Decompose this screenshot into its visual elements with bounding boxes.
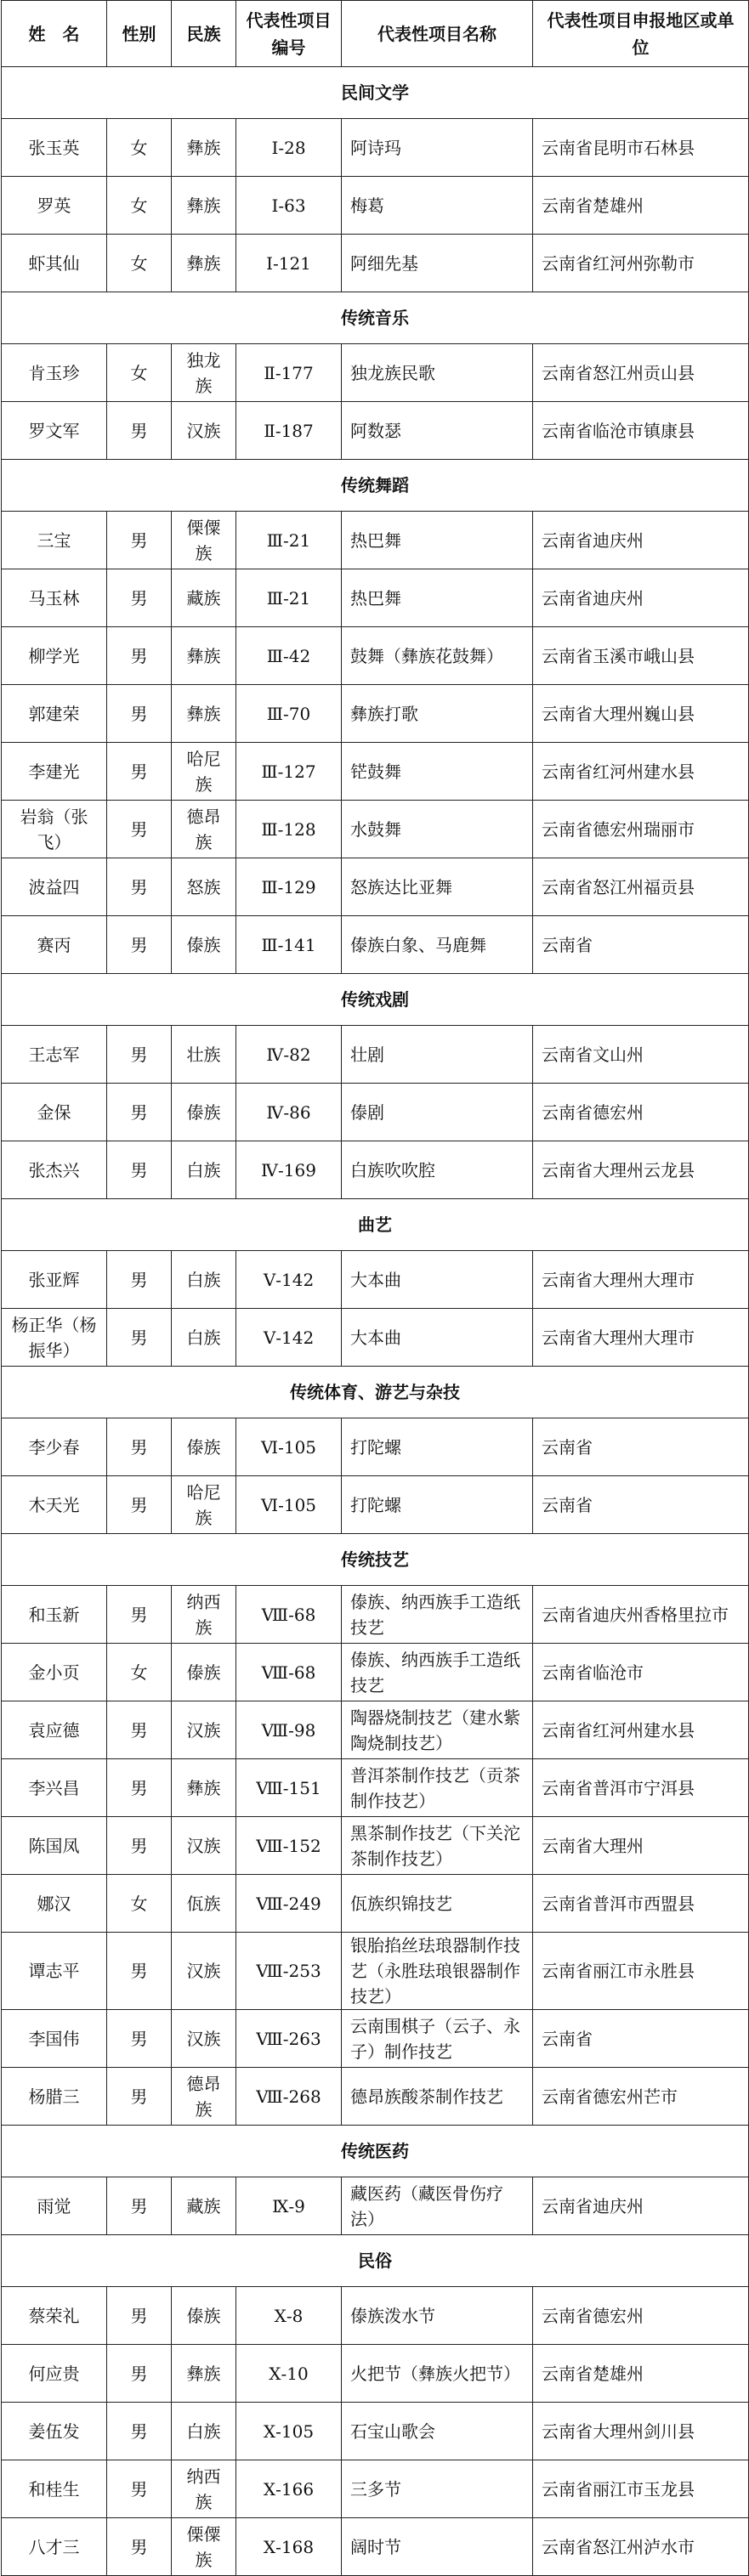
cell-code: Ⅷ-268 xyxy=(236,2068,342,2126)
cell-region: 云南省大理州 xyxy=(533,1817,749,1875)
cell-gender: 女 xyxy=(107,177,172,235)
table-row xyxy=(2,1418,749,1476)
cell-ethnicity: 彝族 xyxy=(172,2345,236,2403)
cell-ethnicity: 傣族 xyxy=(172,1644,236,1701)
table-row xyxy=(2,1084,749,1141)
cell-gender: 男 xyxy=(107,1418,172,1476)
cell-name: 虾其仙 xyxy=(2,235,107,292)
cell-project: 德昂族酸茶制作技艺 xyxy=(342,2068,533,2126)
table-row xyxy=(2,2068,749,2126)
cell-gender: 女 xyxy=(107,344,172,402)
cell-code: Ⅹ-168 xyxy=(236,2518,342,2576)
cell-name: 三宝 xyxy=(2,512,107,569)
cell-name: 李兴昌 xyxy=(2,1759,107,1817)
cell-region: 云南省临沧市 xyxy=(533,1644,749,1701)
cell-gender: 男 xyxy=(107,2177,172,2235)
cell-ethnicity: 纳西族 xyxy=(172,2460,236,2518)
header-row xyxy=(2,1,749,67)
cell-code: Ⅲ-21 xyxy=(236,569,342,627)
cell-name: 雨觉 xyxy=(2,2177,107,2235)
cell-code: Ⅸ-9 xyxy=(236,2177,342,2235)
cell-code: Ⅳ-169 xyxy=(236,1141,342,1199)
cell-gender: 男 xyxy=(107,916,172,974)
cell-ethnicity: 白族 xyxy=(172,1141,236,1199)
cell-project: 白族吹吹腔 xyxy=(342,1141,533,1199)
cell-project: 大本曲 xyxy=(342,1251,533,1309)
cell-ethnicity: 白族 xyxy=(172,1251,236,1309)
cell-gender: 男 xyxy=(107,743,172,801)
cell-ethnicity: 藏族 xyxy=(172,569,236,627)
cell-region: 云南省 xyxy=(533,1418,749,1476)
table-row xyxy=(2,1875,749,1933)
cell-name: 八才三 xyxy=(2,2518,107,2576)
cell-project: 鼓舞（彝族花鼓舞） xyxy=(342,627,533,685)
cell-project: 黑茶制作技艺（下关沱茶制作技艺） xyxy=(342,1817,533,1875)
cell-code: Ⅹ-166 xyxy=(236,2460,342,2518)
cell-name: 李建光 xyxy=(2,743,107,801)
cell-project: 藏医药（藏医骨伤疗法） xyxy=(342,2177,533,2235)
section-title: 民俗 xyxy=(2,2235,749,2287)
table-row xyxy=(2,1701,749,1759)
cell-name: 娜汉 xyxy=(2,1875,107,1933)
cell-ethnicity: 傣族 xyxy=(172,1084,236,1141)
section-header-row xyxy=(2,460,749,512)
section-header-row xyxy=(2,67,749,119)
cell-gender: 男 xyxy=(107,1817,172,1875)
cell-code: Ⅷ-151 xyxy=(236,1759,342,1817)
cell-project: 银胎掐丝珐琅器制作技艺（永胜珐琅银器制作技艺） xyxy=(342,1933,533,2010)
table-body xyxy=(2,67,749,2576)
table-row xyxy=(2,801,749,858)
table-row xyxy=(2,402,749,460)
cell-ethnicity: 彝族 xyxy=(172,177,236,235)
cell-ethnicity: 壮族 xyxy=(172,1026,236,1084)
section-header-row xyxy=(2,2235,749,2287)
section-title: 传统戏剧 xyxy=(2,974,749,1026)
table-row xyxy=(2,344,749,402)
cell-code: Ⅷ-152 xyxy=(236,1817,342,1875)
table-row xyxy=(2,685,749,743)
cell-name: 张杰兴 xyxy=(2,1141,107,1199)
header-gender: 性别 xyxy=(107,1,172,67)
cell-name: 杨腊三 xyxy=(2,2068,107,2126)
cell-region: 云南省普洱市宁洱县 xyxy=(533,1759,749,1817)
cell-ethnicity: 德昂族 xyxy=(172,2068,236,2126)
cell-gender: 男 xyxy=(107,2287,172,2345)
cell-ethnicity: 白族 xyxy=(172,2403,236,2460)
header-region: 代表性项目申报地区或单位 xyxy=(533,1,749,67)
cell-region: 云南省楚雄州 xyxy=(533,2345,749,2403)
cell-code: Ⅷ-253 xyxy=(236,1933,342,2010)
cell-code: Ⅲ-42 xyxy=(236,627,342,685)
cell-code: Ⅲ-141 xyxy=(236,916,342,974)
cell-project: 傣族、纳西族手工造纸技艺 xyxy=(342,1644,533,1701)
section-header-row xyxy=(2,292,749,344)
cell-project: 阿数瑟 xyxy=(342,402,533,460)
cell-ethnicity: 彝族 xyxy=(172,119,236,177)
cell-region: 云南省玉溪市峨山县 xyxy=(533,627,749,685)
cell-gender: 男 xyxy=(107,1084,172,1141)
table-row xyxy=(2,916,749,974)
table-row xyxy=(2,627,749,685)
cell-ethnicity: 彝族 xyxy=(172,685,236,743)
cell-name: 何应贵 xyxy=(2,2345,107,2403)
cell-region: 云南省迪庆州香格里拉市 xyxy=(533,1586,749,1644)
cell-gender: 男 xyxy=(107,858,172,916)
cell-project: 怒族达比亚舞 xyxy=(342,858,533,916)
cell-code: Ⅴ-142 xyxy=(236,1309,342,1367)
cell-region: 云南省红河州建水县 xyxy=(533,1701,749,1759)
cell-ethnicity: 独龙族 xyxy=(172,344,236,402)
cell-project: 热巴舞 xyxy=(342,569,533,627)
cell-code: Ⅵ-105 xyxy=(236,1476,342,1534)
cell-name: 木天光 xyxy=(2,1476,107,1534)
cell-region: 云南省大理州剑川县 xyxy=(533,2403,749,2460)
cell-ethnicity: 怒族 xyxy=(172,858,236,916)
table-row xyxy=(2,1141,749,1199)
cell-ethnicity: 傣族 xyxy=(172,1418,236,1476)
cell-project: 热巴舞 xyxy=(342,512,533,569)
table-row xyxy=(2,858,749,916)
cell-gender: 男 xyxy=(107,801,172,858)
section-title: 传统技艺 xyxy=(2,1534,749,1586)
cell-code: Ⅳ-82 xyxy=(236,1026,342,1084)
cell-region: 云南省怒江州贡山县 xyxy=(533,344,749,402)
cell-name: 蔡荣礼 xyxy=(2,2287,107,2345)
cell-region: 云南省大理州大理市 xyxy=(533,1309,749,1367)
cell-project: 打陀螺 xyxy=(342,1418,533,1476)
table-row xyxy=(2,2518,749,2576)
cell-name: 马玉林 xyxy=(2,569,107,627)
cell-project: 普洱茶制作技艺（贡茶制作技艺） xyxy=(342,1759,533,1817)
cell-gender: 女 xyxy=(107,1644,172,1701)
cell-gender: 男 xyxy=(107,1701,172,1759)
cell-gender: 男 xyxy=(107,1759,172,1817)
table-row xyxy=(2,1309,749,1367)
cell-gender: 男 xyxy=(107,569,172,627)
table-row xyxy=(2,1251,749,1309)
cell-ethnicity: 佤族 xyxy=(172,1875,236,1933)
cell-ethnicity: 德昂族 xyxy=(172,801,236,858)
cell-code: Ⅹ-8 xyxy=(236,2287,342,2345)
cell-name: 罗文军 xyxy=(2,402,107,460)
cell-region: 云南省德宏州 xyxy=(533,1084,749,1141)
cell-gender: 女 xyxy=(107,235,172,292)
cell-region: 云南省怒江州福贡县 xyxy=(533,858,749,916)
cell-name: 姜伍发 xyxy=(2,2403,107,2460)
cell-code: Ⅴ-142 xyxy=(236,1251,342,1309)
cell-ethnicity: 汉族 xyxy=(172,402,236,460)
header-name: 姓 名 xyxy=(2,1,107,67)
section-title: 传统音乐 xyxy=(2,292,749,344)
cell-gender: 男 xyxy=(107,1141,172,1199)
cell-name: 王志军 xyxy=(2,1026,107,1084)
cell-project: 火把节（彝族火把节） xyxy=(342,2345,533,2403)
cell-ethnicity: 傣族 xyxy=(172,916,236,974)
header-project: 代表性项目名称 xyxy=(342,1,533,67)
table-row xyxy=(2,1586,749,1644)
cell-gender: 男 xyxy=(107,685,172,743)
cell-region: 云南省迪庆州 xyxy=(533,512,749,569)
cell-name: 金小页 xyxy=(2,1644,107,1701)
cell-region: 云南省大理州巍山县 xyxy=(533,685,749,743)
cell-project: 铓鼓舞 xyxy=(342,743,533,801)
table-row xyxy=(2,1759,749,1817)
cell-project: 大本曲 xyxy=(342,1309,533,1367)
cell-project: 梅葛 xyxy=(342,177,533,235)
cell-code: Ⅵ-105 xyxy=(236,1418,342,1476)
cell-ethnicity: 藏族 xyxy=(172,2177,236,2235)
cell-project: 佤族织锦技艺 xyxy=(342,1875,533,1933)
section-header-row xyxy=(2,974,749,1026)
cell-code: Ⅰ-63 xyxy=(236,177,342,235)
cell-gender: 男 xyxy=(107,1251,172,1309)
table-row xyxy=(2,2345,749,2403)
cell-code: Ⅲ-127 xyxy=(236,743,342,801)
cell-code: Ⅷ-68 xyxy=(236,1644,342,1701)
header-ethnicity: 民族 xyxy=(172,1,236,67)
cell-gender: 男 xyxy=(107,1309,172,1367)
table-row xyxy=(2,1817,749,1875)
cell-gender: 男 xyxy=(107,402,172,460)
cell-region: 云南省迪庆州 xyxy=(533,569,749,627)
table-row xyxy=(2,2177,749,2235)
cell-project: 三多节 xyxy=(342,2460,533,2518)
table-row xyxy=(2,569,749,627)
cell-ethnicity: 彝族 xyxy=(172,627,236,685)
cell-project: 石宝山歌会 xyxy=(342,2403,533,2460)
cell-code: Ⅲ-21 xyxy=(236,512,342,569)
cell-region: 云南省文山州 xyxy=(533,1026,749,1084)
cell-region: 云南省楚雄州 xyxy=(533,177,749,235)
cell-region: 云南省大理州云龙县 xyxy=(533,1141,749,1199)
cell-project: 阿诗玛 xyxy=(342,119,533,177)
cell-ethnicity: 汉族 xyxy=(172,2010,236,2068)
cell-gender: 男 xyxy=(107,1476,172,1534)
cell-code: Ⅰ-28 xyxy=(236,119,342,177)
cell-ethnicity: 汉族 xyxy=(172,1933,236,2010)
cell-project: 傣族泼水节 xyxy=(342,2287,533,2345)
cell-region: 云南省 xyxy=(533,2010,749,2068)
cell-project: 傣族、纳西族手工造纸技艺 xyxy=(342,1586,533,1644)
table-row xyxy=(2,1476,749,1534)
table-row xyxy=(2,2287,749,2345)
cell-region: 云南省普洱市西盟县 xyxy=(533,1875,749,1933)
cell-region: 云南省大理州大理市 xyxy=(533,1251,749,1309)
cell-code: Ⅷ-98 xyxy=(236,1701,342,1759)
cell-name: 袁应德 xyxy=(2,1701,107,1759)
cell-region: 云南省丽江市永胜县 xyxy=(533,1933,749,2010)
cell-gender: 男 xyxy=(107,627,172,685)
cell-name: 李少春 xyxy=(2,1418,107,1476)
table-row xyxy=(2,177,749,235)
section-title: 曲艺 xyxy=(2,1199,749,1251)
cell-region: 云南省临沧市镇康县 xyxy=(533,402,749,460)
cell-gender: 男 xyxy=(107,512,172,569)
cell-project: 云南围棋子（云子、永子）制作技艺 xyxy=(342,2010,533,2068)
cell-ethnicity: 汉族 xyxy=(172,1817,236,1875)
cell-project: 独龙族民歌 xyxy=(342,344,533,402)
inheritors-table xyxy=(1,0,749,2576)
cell-gender: 女 xyxy=(107,119,172,177)
cell-region: 云南省德宏州芒市 xyxy=(533,2068,749,2126)
cell-code: Ⅷ-263 xyxy=(236,2010,342,2068)
cell-region: 云南省丽江市玉龙县 xyxy=(533,2460,749,2518)
cell-project: 阿细先基 xyxy=(342,235,533,292)
section-title: 传统体育、游艺与杂技 xyxy=(2,1367,749,1418)
cell-code: Ⅷ-249 xyxy=(236,1875,342,1933)
cell-name: 陈国凤 xyxy=(2,1817,107,1875)
cell-ethnicity: 傈僳族 xyxy=(172,2518,236,2576)
cell-ethnicity: 哈尼族 xyxy=(172,743,236,801)
cell-ethnicity: 傣族 xyxy=(172,2287,236,2345)
cell-code: Ⅹ-10 xyxy=(236,2345,342,2403)
cell-gender: 男 xyxy=(107,1933,172,2010)
cell-region: 云南省德宏州瑞丽市 xyxy=(533,801,749,858)
cell-region: 云南省红河州建水县 xyxy=(533,743,749,801)
cell-region: 云南省 xyxy=(533,1476,749,1534)
cell-name: 杨正华（杨振华） xyxy=(2,1309,107,1367)
cell-project: 阔时节 xyxy=(342,2518,533,2576)
section-header-row xyxy=(2,1367,749,1418)
cell-region: 云南省昆明市石林县 xyxy=(533,119,749,177)
cell-project: 傣族白象、马鹿舞 xyxy=(342,916,533,974)
table-row xyxy=(2,743,749,801)
cell-gender: 男 xyxy=(107,2403,172,2460)
cell-ethnicity: 白族 xyxy=(172,1309,236,1367)
cell-name: 和玉新 xyxy=(2,1586,107,1644)
header-code: 代表性项目编号 xyxy=(236,1,342,67)
cell-gender: 男 xyxy=(107,2345,172,2403)
cell-code: Ⅱ-187 xyxy=(236,402,342,460)
cell-name: 波益四 xyxy=(2,858,107,916)
cell-ethnicity: 彝族 xyxy=(172,1759,236,1817)
cell-gender: 男 xyxy=(107,1586,172,1644)
cell-region: 云南省德宏州 xyxy=(533,2287,749,2345)
table-row xyxy=(2,1933,749,2010)
cell-gender: 男 xyxy=(107,2068,172,2126)
cell-name: 和桂生 xyxy=(2,2460,107,2518)
section-title: 传统医药 xyxy=(2,2126,749,2177)
cell-name: 张玉英 xyxy=(2,119,107,177)
cell-gender: 男 xyxy=(107,1026,172,1084)
cell-region: 云南省红河州弥勒市 xyxy=(533,235,749,292)
section-title: 民间文学 xyxy=(2,67,749,119)
cell-code: Ⅲ-128 xyxy=(236,801,342,858)
cell-code: Ⅷ-68 xyxy=(236,1586,342,1644)
cell-gender: 女 xyxy=(107,1875,172,1933)
section-header-row xyxy=(2,1199,749,1251)
cell-name: 谭志平 xyxy=(2,1933,107,2010)
cell-code: Ⅰ-121 xyxy=(236,235,342,292)
cell-region: 云南省迪庆州 xyxy=(533,2177,749,2235)
table-row xyxy=(2,1644,749,1701)
table-row xyxy=(2,119,749,177)
cell-gender: 男 xyxy=(107,2010,172,2068)
cell-ethnicity: 汉族 xyxy=(172,1701,236,1759)
section-header-row xyxy=(2,1534,749,1586)
table-row xyxy=(2,235,749,292)
cell-name: 肯玉珍 xyxy=(2,344,107,402)
cell-ethnicity: 彝族 xyxy=(172,235,236,292)
cell-region: 云南省怒江州泸水市 xyxy=(533,2518,749,2576)
cell-name: 岩翁（张飞） xyxy=(2,801,107,858)
table-row xyxy=(2,512,749,569)
section-header-row xyxy=(2,2126,749,2177)
cell-name: 柳学光 xyxy=(2,627,107,685)
cell-code: Ⅲ-70 xyxy=(236,685,342,743)
cell-ethnicity: 哈尼族 xyxy=(172,1476,236,1534)
cell-name: 李国伟 xyxy=(2,2010,107,2068)
cell-region: 云南省 xyxy=(533,916,749,974)
cell-code: Ⅳ-86 xyxy=(236,1084,342,1141)
cell-name: 郭建荣 xyxy=(2,685,107,743)
section-title: 传统舞蹈 xyxy=(2,460,749,512)
cell-project: 打陀螺 xyxy=(342,1476,533,1534)
cell-code: Ⅹ-105 xyxy=(236,2403,342,2460)
cell-gender: 男 xyxy=(107,2460,172,2518)
table-row xyxy=(2,1026,749,1084)
cell-project: 陶器烧制技艺（建水紫陶烧制技艺） xyxy=(342,1701,533,1759)
table-row xyxy=(2,2403,749,2460)
cell-name: 罗英 xyxy=(2,177,107,235)
cell-name: 张亚辉 xyxy=(2,1251,107,1309)
cell-name: 金保 xyxy=(2,1084,107,1141)
cell-ethnicity: 傈僳族 xyxy=(172,512,236,569)
cell-project: 水鼓舞 xyxy=(342,801,533,858)
table-row xyxy=(2,2010,749,2068)
cell-project: 傣剧 xyxy=(342,1084,533,1141)
cell-name: 赛丙 xyxy=(2,916,107,974)
cell-gender: 男 xyxy=(107,2518,172,2576)
cell-code: Ⅱ-177 xyxy=(236,344,342,402)
cell-ethnicity: 纳西族 xyxy=(172,1586,236,1644)
cell-project: 壮剧 xyxy=(342,1026,533,1084)
cell-project: 彝族打歌 xyxy=(342,685,533,743)
cell-code: Ⅲ-129 xyxy=(236,858,342,916)
table-row xyxy=(2,2460,749,2518)
